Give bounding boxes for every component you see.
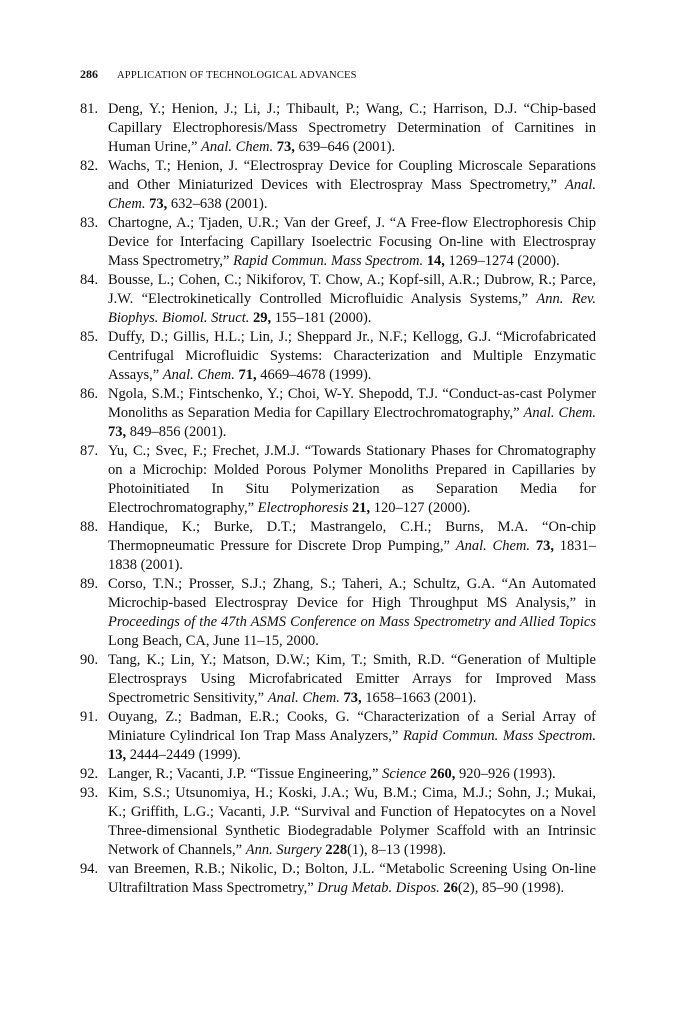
reference-text-run: Wachs, T.; Henion, J. “Electrospray Device for Coupling Microscale Separations and Other Miniaturized Devices with Electrospray Mass Spectrometry,”: [108, 158, 596, 193]
reference-number: 93.: [80, 785, 99, 801]
reference-item: [80, 784, 596, 860]
reference-text: [108, 651, 596, 708]
reference-text: [108, 765, 596, 784]
reference-volume: 14,: [426, 253, 445, 269]
reference-number: 81.: [80, 101, 99, 117]
reference-text-run: Duffy, D.; Gillis, H.L.; Lin, J.; Sheppard Jr., N.F.; Kellogg, G.J. “Microfabricated Centrifugal Microfluidic Systems: Characterization and Multiple Enzymatic Assays,”: [108, 329, 596, 383]
reference-text-run: 120–127 (2000).: [370, 500, 471, 516]
reference-volume: 26: [443, 880, 458, 896]
reference-text-run: 4669–4678 (1999).: [256, 367, 372, 383]
reference-volume: 73,: [108, 424, 127, 440]
reference-number: 90.: [80, 652, 99, 668]
reference-text: [108, 328, 596, 385]
running-head: APPLICATION OF TECHNOLOGICAL ADVANCES: [117, 70, 357, 81]
reference-journal: Rapid Commun. Mass Spectrom.: [233, 253, 424, 269]
reference-text: [108, 784, 596, 860]
reference-journal: Anal. Chem.: [108, 177, 596, 212]
reference-volume: 73,: [343, 690, 362, 706]
reference-number: 91.: [80, 709, 99, 725]
reference-text-run: Ouyang, Z.; Badman, E.R.; Cooks, G. “Characterization of a Serial Array of Miniature Cylindrical Ion Trap Mass Analyzers,”: [108, 709, 596, 744]
reference-text-run: Langer, R.; Vacanti, J.P. “Tissue Engineering,”: [108, 766, 383, 782]
reference-text: [108, 385, 596, 442]
reference-number: 94.: [80, 861, 99, 877]
reference-number: 87.: [80, 443, 99, 459]
reference-text-run: van Breemen, R.B.; Nikolic, D.; Bolton, J.L. “Metabolic Screening Using On-line Ultrafiltration Mass Spectrometry,”: [108, 861, 596, 896]
reference-journal: Proceedings of the 47th ASMS Conference on Mass Spectrometry and Allied Topics: [108, 614, 596, 630]
reference-item: [80, 575, 596, 651]
reference-text-run: 632–638 (2001).: [167, 196, 268, 212]
reference-journal: Rapid Commun. Mass Spectrom.: [402, 728, 596, 744]
reference-number: 89.: [80, 576, 99, 592]
reference-text: [108, 518, 596, 575]
reference-volume: 71,: [238, 367, 257, 383]
reference-number: 84.: [80, 272, 99, 288]
reference-item: [80, 385, 596, 442]
reference-journal: Anal. Chem.: [162, 367, 235, 383]
reference-item: [80, 100, 596, 157]
reference-text-run: Long Beach, CA, June 11–15, 2000.: [108, 633, 319, 649]
reference-text-run: Chartogne, A.; Tjaden, U.R.; Van der Greef, J. “A Free-flow Electrophoresis Chip Device for Interfacing Capillary Isoelectric Focusing On-line with Electrospray Mass Spectrometry,”: [108, 215, 596, 269]
reference-text-run: (1), 8–13 (1998).: [347, 842, 447, 858]
reference-text-run: 920–926 (1993).: [455, 766, 556, 782]
reference-text-run: 1269–1274 (2000).: [444, 253, 560, 269]
reference-item: [80, 157, 596, 214]
reference-text-run: Yu, C.; Svec, F.; Frechet, J.M.J. “Towards Stationary Phases for Chromatography on a Microchip: Molded Porous Polymer Monoliths Prepared in Capillaries by Photoinitiated In Situ Polymerization as Separation Media for Electrochromatography,”: [108, 443, 596, 516]
reference-item: [80, 765, 596, 784]
reference-item: [80, 271, 596, 328]
reference-number: 82.: [80, 158, 99, 174]
reference-text: [108, 708, 596, 765]
reference-item: [80, 860, 596, 898]
reference-journal: Electrophoresis: [257, 500, 349, 516]
reference-text: [108, 214, 596, 271]
reference-volume: 29,: [253, 310, 272, 326]
reference-text-run: Handique, K.; Burke, D.T.; Mastrangelo, C.H.; Burns, M.A. “On-chip Thermopneumatic Pressure for Discrete Drop Pumping,”: [108, 519, 596, 554]
reference-text-run: 1658–1663 (2001).: [361, 690, 477, 706]
reference-text-run: Deng, Y.; Henion, J.; Li, J.; Thibault, P.; Wang, C.; Harrison, D.J. “Chip-based Capillary Electrophoresis/Mass Spectrometry Determination of Carnitines in Human Urine,”: [108, 101, 596, 155]
reference-text-run: 639–646 (2001).: [294, 139, 396, 155]
reference-volume: 260,: [429, 766, 456, 782]
reference-text: [108, 860, 596, 898]
reference-text: [108, 271, 596, 328]
reference-journal: Anal. Chem.: [455, 538, 531, 554]
reference-number: 83.: [80, 215, 99, 231]
reference-text: [108, 100, 596, 157]
reference-item: [80, 214, 596, 271]
page-header: [80, 67, 600, 83]
reference-journal: Drug Metab. Dispos.: [317, 880, 440, 896]
reference-text-run: Kim, S.S.; Utsunomiya, H.; Koski, J.A.; Wu, B.M.; Cima, M.J.; Sohn, J.; Mukai, K.; Griffith, L.G.; Vacanti, J.P. “Survival and Function of Hepatocytes on a Novel Three-dimensional Synthetic Biodegradable Polymer Scaffold with an Intrinsic Network of Channels,”: [108, 785, 596, 858]
reference-number: 85.: [80, 329, 99, 345]
reference-journal: Anal. Chem.: [201, 139, 274, 155]
reference-text: [108, 157, 596, 214]
reference-journal: Ann. Surgery: [245, 842, 322, 858]
reference-number: 88.: [80, 519, 99, 535]
reference-item: [80, 328, 596, 385]
reference-volume: 228: [325, 842, 348, 858]
reference-number: 92.: [80, 766, 99, 782]
reference-item: [80, 708, 596, 765]
reference-list: [80, 100, 596, 898]
reference-volume: 73,: [149, 196, 168, 212]
reference-journal: Science: [382, 766, 427, 782]
reference-text-run: Tang, K.; Lin, Y.; Matson, D.W.; Kim, T.; Smith, R.D. “Generation of Multiple Electrosprays Using Microfabricated Emitter Arrays for Improved Mass Spectrometric Sensitivity,”: [108, 652, 596, 706]
reference-journal: Ann. Rev. Biophys. Biomol. Struct.: [108, 291, 596, 326]
reference-text-run: Ngola, S.M.; Fintschenko, Y.; Choi, W-Y. Shepodd, T.J. “Conduct-as-cast Polymer Monoliths as Separation Media for Capillary Electrochromatography,”: [108, 386, 596, 421]
reference-text-run: 2444–2449 (1999).: [126, 747, 241, 763]
page-number: 286: [80, 67, 98, 81]
reference-item: [80, 651, 596, 708]
reference-journal: Anal. Chem.: [523, 405, 596, 421]
reference-text: [108, 575, 596, 651]
reference-text: [108, 442, 596, 518]
reference-item: [80, 442, 596, 518]
reference-volume: 21,: [352, 500, 371, 516]
reference-number: 86.: [80, 386, 99, 402]
reference-volume: 13,: [108, 747, 127, 763]
reference-volume: 73,: [276, 139, 295, 155]
reference-item: [80, 518, 596, 575]
reference-text-run: 155–181 (2000).: [271, 310, 372, 326]
reference-text-run: 1831–1838 (2001).: [108, 538, 597, 573]
reference-volume: 73,: [535, 538, 554, 554]
reference-text-run: Bousse, L.; Cohen, C.; Nikiforov, T. Chow, A.; Kopf-sill, A.R.; Dubrow, R.; Parce, J.W. “Electrokinetically Controlled Microfluidic Analysis Systems,”: [108, 272, 596, 307]
reference-text-run: 849–856 (2001).: [126, 424, 227, 440]
reference-text-run: Corso, T.N.; Prosser, S.J.; Zhang, S.; Taheri, A.; Schultz, G.A. “An Automated Microchip-based Electrospray Device for High Throughput MS Analysis,” in: [108, 576, 596, 611]
reference-text-run: (2), 85–90 (1998).: [457, 880, 565, 896]
reference-journal: Anal. Chem.: [267, 690, 340, 706]
